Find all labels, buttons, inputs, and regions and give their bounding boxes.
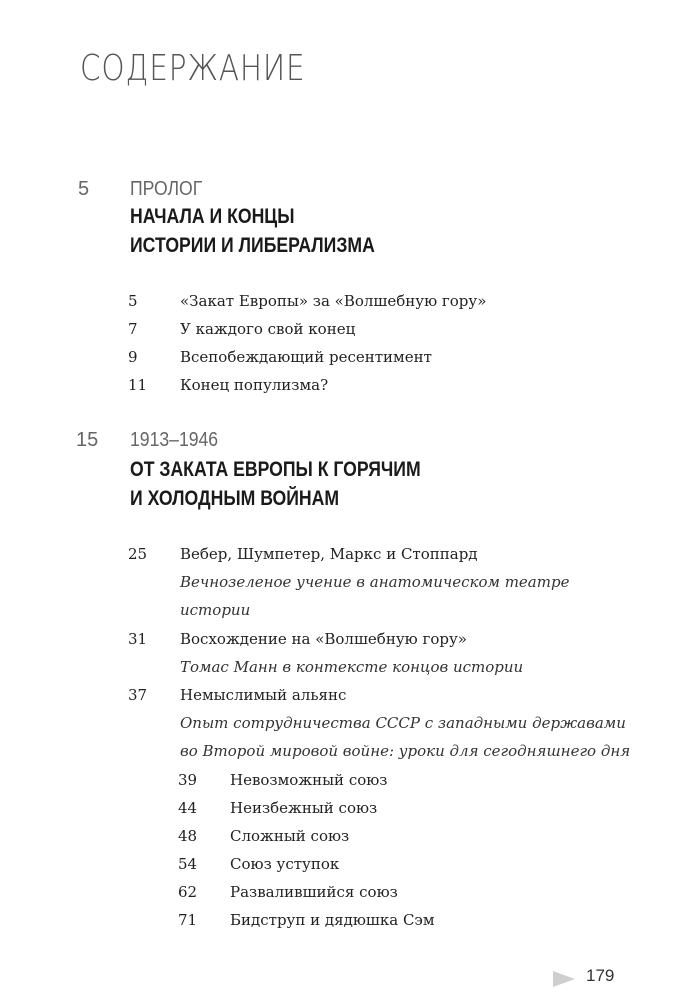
part1-kicker: ПРОЛОГ xyxy=(130,178,203,200)
toc-subentry-page: 44 xyxy=(178,799,198,817)
toc-entry-title: Восхождение на «Волшебную гору» xyxy=(180,630,467,648)
toc-subentry-page: 39 xyxy=(178,771,198,789)
toc-subentry-title: Сложный союз xyxy=(230,827,350,845)
toc-entry-page: 9 xyxy=(128,348,138,366)
part2-heading-line1: ОТ ЗАКАТА ЕВРОПЫ К ГОРЯЧИМ xyxy=(130,458,421,481)
part2-kicker: 1913–1946 xyxy=(130,429,219,451)
part1-heading-line1: НАЧАЛА И КОНЦЫ xyxy=(130,205,295,228)
part2-page-number: 15 xyxy=(76,429,99,451)
toc-entry-subtitle: истории xyxy=(180,601,251,619)
toc-subentry-page: 62 xyxy=(178,883,198,901)
toc-subentry-title: Бидструп и дядюшка Сэм xyxy=(230,911,435,929)
toc-subentry-title: Развалившийся союз xyxy=(230,883,398,901)
toc-subentry-title: Неизбежный союз xyxy=(230,799,378,817)
toc-entry-page: 5 xyxy=(128,292,138,310)
toc-subentry-page: 48 xyxy=(178,827,198,845)
part1-page-number: 5 xyxy=(78,178,90,200)
part2-heading-line2: И ХОЛОДНЫМ ВОЙНАМ xyxy=(130,487,340,510)
toc-entry-title: У каждого свой конец xyxy=(180,320,356,338)
toc-entry-title: Вебер, Шумпетер, Маркс и Стоппард xyxy=(180,545,478,563)
toc-entry-title: Конец популизма? xyxy=(180,376,329,394)
toc-entry-page: 37 xyxy=(128,686,148,704)
toc-entry-subtitle: Томас Манн в контексте концов истории xyxy=(180,658,524,676)
page-title: СОДЕРЖАНИЕ xyxy=(80,48,306,89)
toc-entry-page: 7 xyxy=(128,320,138,338)
toc-subentry-title: Невозможный союз xyxy=(230,771,388,789)
toc-subentry-title: Союз уступок xyxy=(230,855,340,873)
toc-entry-subtitle: Опыт сотрудничества СССР с западными державами xyxy=(180,714,626,732)
toc-entry-title: Немыслимый альянс xyxy=(180,686,347,704)
page-number: 179 xyxy=(586,966,615,985)
toc-subentry-page: 54 xyxy=(178,855,198,873)
toc-entry-page: 25 xyxy=(128,545,148,563)
page-turn-arrow-icon xyxy=(553,971,575,987)
toc-entry-title: Всепобеждающий ресентимент xyxy=(180,348,432,366)
toc-subentry-page: 71 xyxy=(178,911,198,929)
toc-entry-page: 11 xyxy=(128,376,148,394)
toc-entry-subtitle: Вечнозеленое учение в анатомическом театре xyxy=(180,573,570,591)
toc-entry-subtitle: во Второй мировой войне: уроки для сегодняшнего дня xyxy=(180,742,631,760)
toc-entry-title: «Закат Европы» за «Волшебную гору» xyxy=(180,292,487,310)
part1-heading-line2: ИСТОРИИ И ЛИБЕРАЛИЗМА xyxy=(130,234,375,257)
toc-entry-page: 31 xyxy=(128,630,148,648)
